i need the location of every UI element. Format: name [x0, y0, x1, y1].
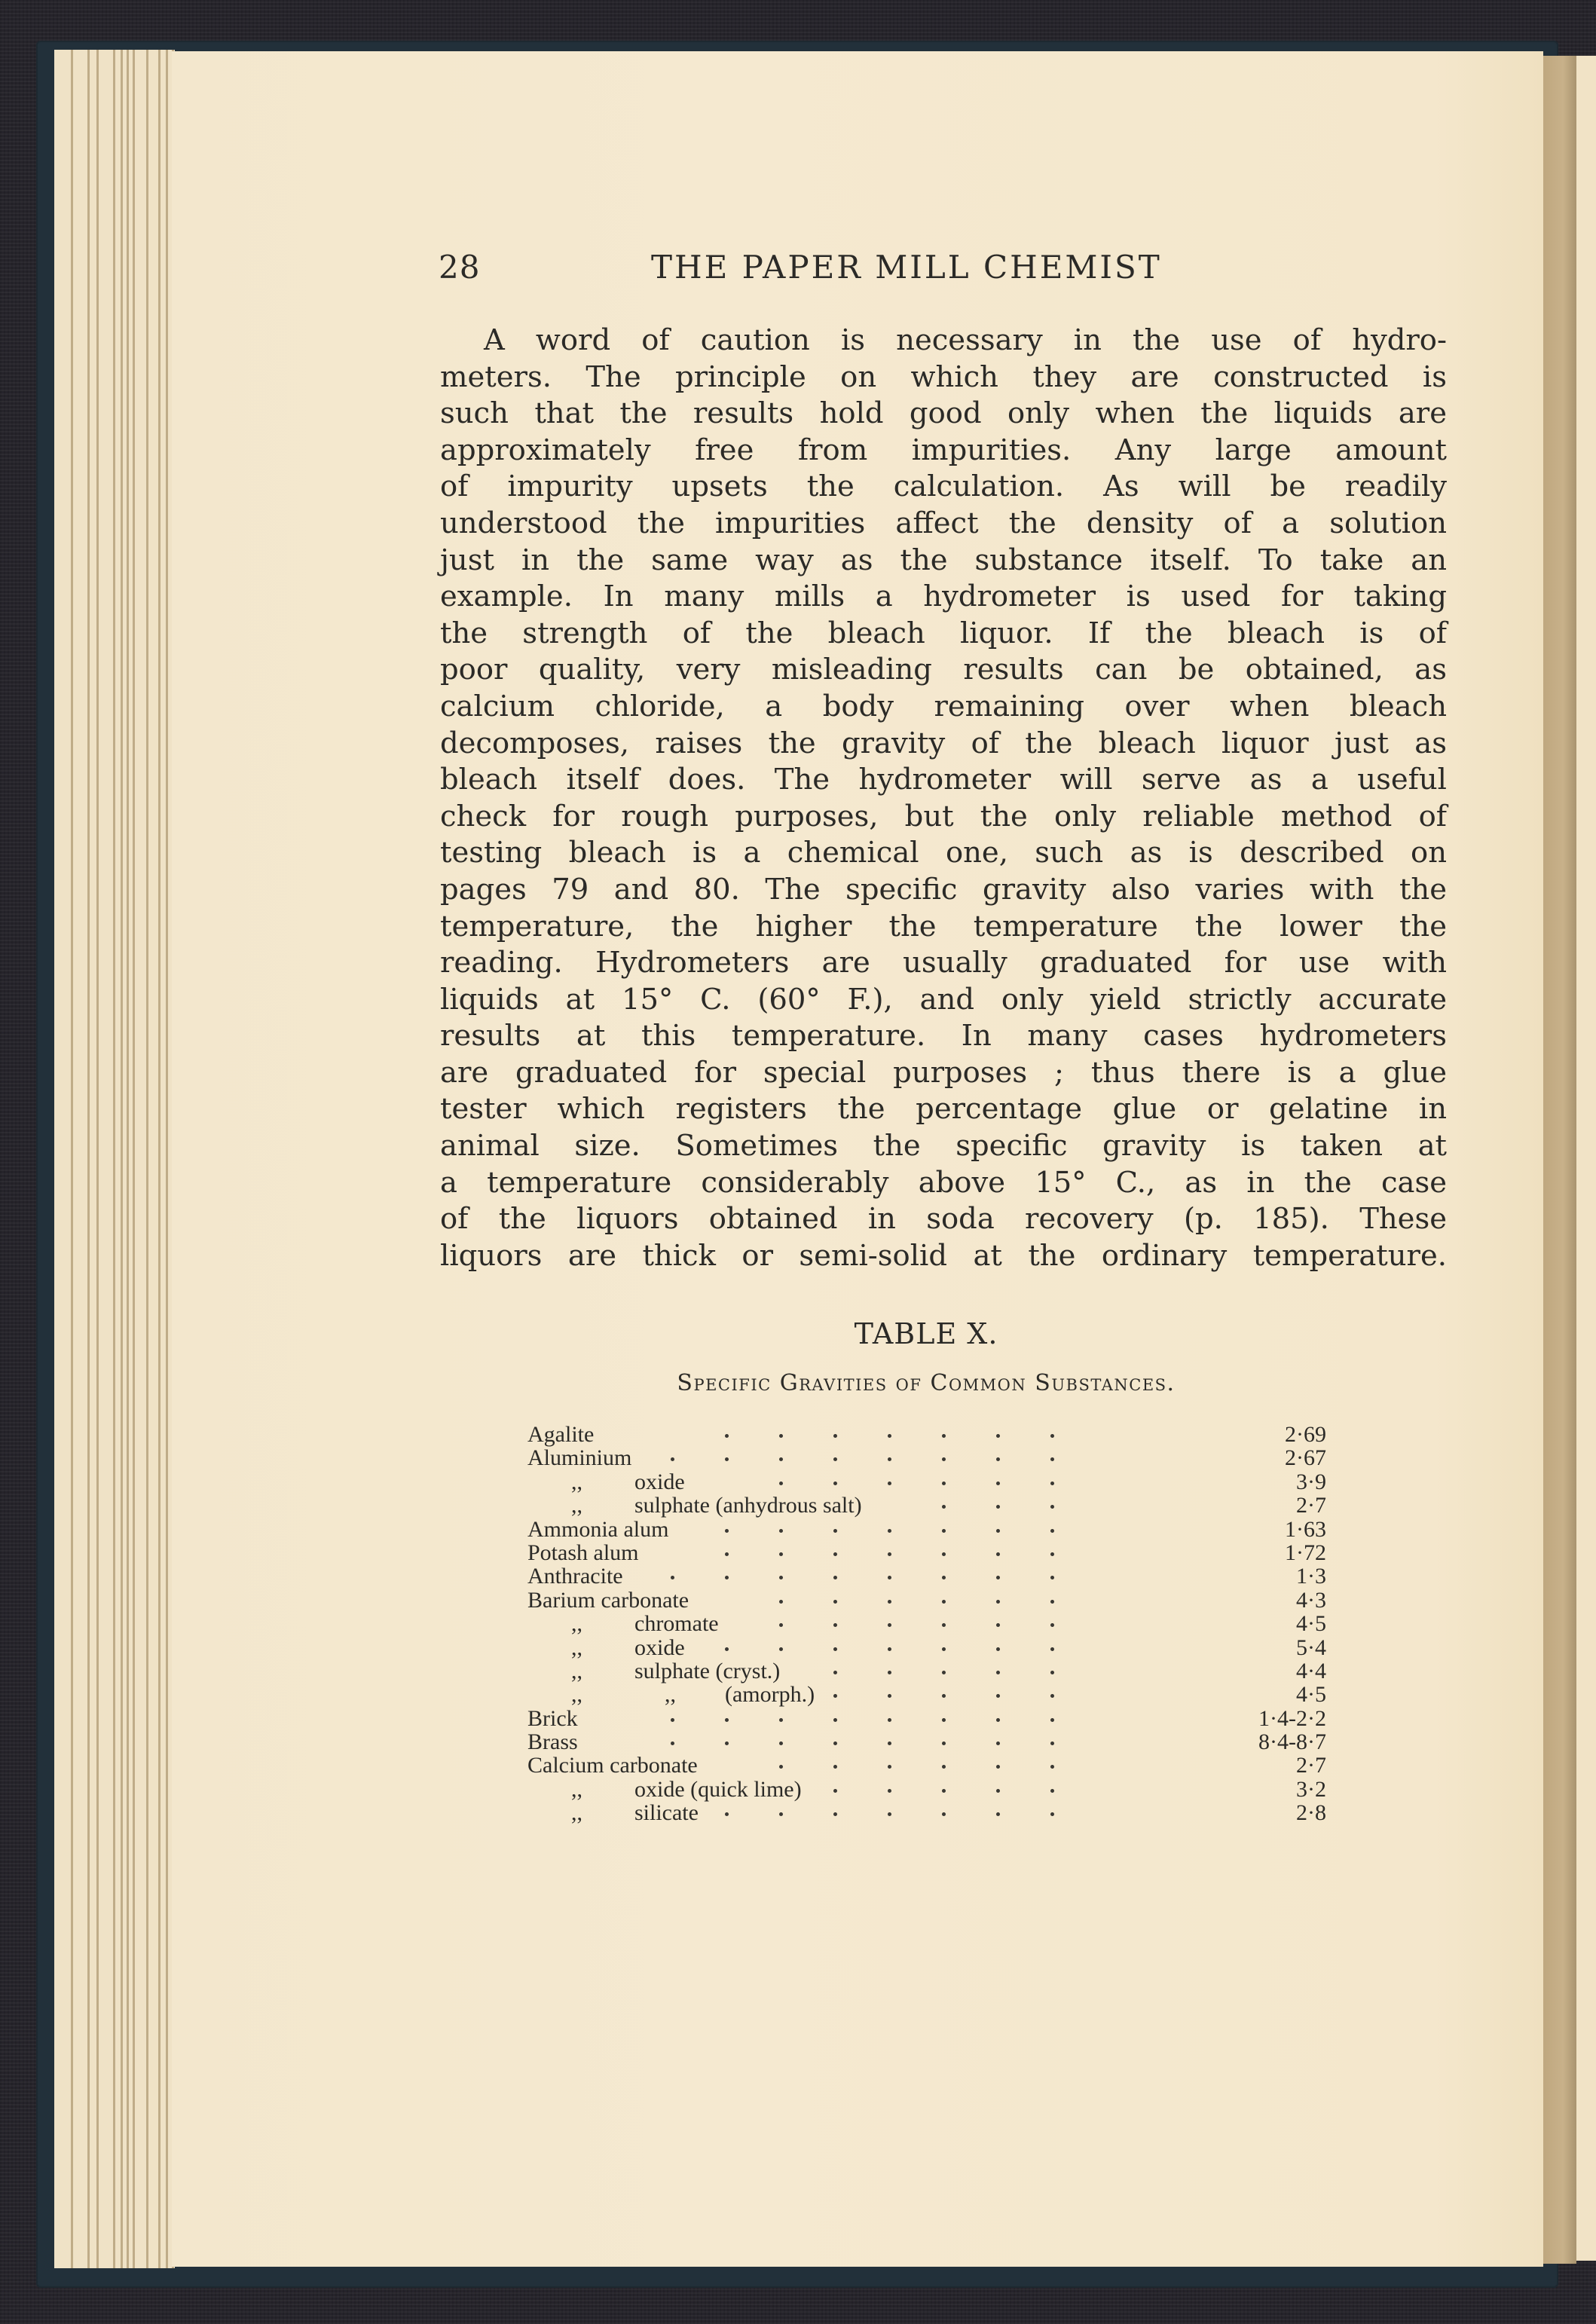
text-line: just in the same way as the substance itself. To take an — [440, 543, 1447, 577]
running-head — [439, 249, 1267, 294]
table-row — [527, 1470, 1326, 1494]
specific-gravity-value: 2·67 — [1285, 1445, 1326, 1471]
table-row — [527, 1518, 1326, 1541]
specific-gravity-value: 5·4 — [1296, 1634, 1326, 1660]
text-line: bleach itself does. The hydrometer will serve as a useful — [440, 763, 1447, 797]
table-row — [527, 1612, 1326, 1635]
text-line: temperature, the higher the temperature the lower the — [440, 909, 1447, 943]
leader-dots — [527, 1683, 1206, 1706]
specific-gravity-value: 1·4-2·2 — [1258, 1705, 1326, 1731]
leader-dots — [527, 1494, 1206, 1517]
leader-dots — [527, 1564, 1206, 1588]
text-line: the strength of the bleach liquor. If the bleach is of — [440, 616, 1447, 650]
specific-gravity-value: 3·9 — [1296, 1469, 1326, 1494]
specific-gravity-value: 2·7 — [1296, 1493, 1326, 1518]
text-line: tester which registers the percentage glue or gelatine in — [440, 1092, 1447, 1127]
specific-gravity-value: 4·5 — [1296, 1682, 1326, 1708]
table-row — [527, 1778, 1326, 1801]
table-subtitle: Specific Gravities of Common Substances. — [677, 1370, 1176, 1396]
page-stack-edges — [54, 50, 175, 2268]
text-line: example. In many mills a hydrometer is used for taking — [440, 579, 1447, 614]
specific-gravity-value: 1·3 — [1296, 1564, 1326, 1589]
text-line: reading. Hydrometers are usually graduated for use with — [440, 946, 1447, 980]
table-row — [527, 1541, 1326, 1564]
table-row — [527, 1589, 1326, 1612]
specific-gravity-value: 4·5 — [1296, 1611, 1326, 1637]
page-gutter-shadow — [1543, 56, 1576, 2264]
text-line: such that the results hold good only when the liquids are — [440, 396, 1447, 431]
leader-dots — [527, 1423, 1206, 1446]
text-line: decomposes, raises the gravity of the bleach liquor just as — [440, 726, 1447, 760]
table-row — [527, 1446, 1326, 1469]
substance-name: silicate — [634, 1800, 699, 1826]
specific-gravity-value: 4·3 — [1296, 1587, 1326, 1613]
text-line: approximately free from impurities. Any large amount — [440, 433, 1447, 467]
substance-name: Barium carbonate — [527, 1587, 689, 1613]
substance-name: Agalite — [527, 1422, 595, 1447]
specific-gravity-value: 2·7 — [1296, 1753, 1326, 1778]
text-line: A word of caution is necessary in the use of hydro- — [484, 323, 1447, 357]
text-line: pages 79 and 80. The specific gravity also varies with the — [440, 872, 1447, 907]
text-line: understood the impurities affect the density of a solution — [440, 506, 1447, 540]
text-line: meters. The principle on which they are constructed is — [440, 359, 1447, 394]
page-number: 28 — [439, 249, 481, 286]
body-paragraph — [440, 323, 1447, 1274]
text-line: check for rough purposes, but the only reliable method of — [440, 799, 1447, 833]
substance-name: Brick — [527, 1705, 578, 1731]
text-line: animal size. Sometimes the specific gravity is taken at — [440, 1129, 1447, 1164]
ditto-mark: ,, — [571, 1800, 582, 1826]
ditto-mark: ,, — [571, 1611, 582, 1637]
ditto-mark: ,, — [571, 1658, 582, 1683]
facing-page-edge — [1576, 56, 1596, 2261]
table-row — [527, 1730, 1326, 1754]
text-line: testing bleach is a chemical one, such as is described on — [440, 836, 1447, 870]
table-row — [527, 1423, 1326, 1446]
text-line: a temperature considerably above 15° C., as in the case — [440, 1165, 1447, 1200]
substance-name: Potash alum — [527, 1540, 639, 1565]
substance-name: oxide — [634, 1469, 685, 1494]
ditto-mark: ,, — [665, 1682, 676, 1708]
leader-dots — [527, 1801, 1206, 1824]
running-title: THE PAPER MILL CHEMIST — [651, 249, 1162, 286]
substance-name: (amorph.) — [725, 1682, 815, 1708]
text-line: of impurity upsets the calculation. As will be readily — [440, 469, 1447, 504]
leader-dots — [527, 1707, 1206, 1730]
leader-dots — [527, 1730, 1206, 1754]
leader-dots — [527, 1636, 1206, 1659]
text-line: calcium chloride, a body remaining over when bleach — [440, 689, 1447, 723]
table-row — [527, 1494, 1326, 1517]
substance-name: Ammonia alum — [527, 1516, 669, 1542]
specific-gravity-value: 1·63 — [1285, 1516, 1326, 1542]
table-row — [527, 1659, 1326, 1683]
text-line: of the liquors obtained in soda recovery (p. 185). These — [440, 1202, 1447, 1237]
specific-gravity-table — [527, 1423, 1326, 1825]
table-title: TABLE X. — [854, 1317, 998, 1350]
text-line: liquors are thick or semi-solid at the ordinary temperature. — [440, 1238, 1447, 1273]
ditto-mark: ,, — [571, 1469, 582, 1494]
substance-name: chromate — [634, 1611, 719, 1637]
text-line: are graduated for special purposes ; thus there is a glue — [440, 1055, 1447, 1090]
substance-name: sulphate (anhydrous salt) — [634, 1493, 862, 1518]
substance-name: Calcium carbonate — [527, 1753, 698, 1778]
text-line: poor quality, very misleading results can be obtained, as — [440, 653, 1447, 687]
table-row — [527, 1636, 1326, 1659]
substance-name: oxide (quick lime) — [634, 1776, 802, 1802]
substance-name: oxide — [634, 1634, 685, 1660]
specific-gravity-value: 1·72 — [1285, 1540, 1326, 1565]
table-row — [527, 1707, 1326, 1730]
table-row — [527, 1801, 1326, 1824]
specific-gravity-value: 3·2 — [1296, 1776, 1326, 1802]
substance-name: sulphate (cryst.) — [634, 1658, 781, 1683]
text-line: liquids at 15° C. (60° F.), and only yield strictly accurate — [440, 982, 1447, 1017]
substance-name: Aluminium — [527, 1445, 632, 1471]
table-row — [527, 1754, 1326, 1777]
leader-dots — [527, 1659, 1206, 1683]
table-row — [527, 1683, 1326, 1706]
specific-gravity-value: 2·69 — [1285, 1422, 1326, 1447]
table-row — [527, 1564, 1326, 1588]
leader-dots — [527, 1778, 1206, 1801]
ditto-mark: ,, — [571, 1682, 582, 1708]
specific-gravity-value: 8·4-8·7 — [1258, 1729, 1326, 1755]
substance-name: Anthracite — [527, 1564, 623, 1589]
ditto-mark: ,, — [571, 1776, 582, 1802]
specific-gravity-value: 4·4 — [1296, 1658, 1326, 1683]
ditto-mark: ,, — [571, 1634, 582, 1660]
specific-gravity-value: 2·8 — [1296, 1800, 1326, 1826]
leader-dots — [527, 1612, 1206, 1635]
text-line: results at this temperature. In many cases hydrometers — [440, 1019, 1447, 1053]
leader-dots — [527, 1470, 1206, 1494]
ditto-mark: ,, — [571, 1493, 582, 1518]
substance-name: Brass — [527, 1729, 578, 1755]
